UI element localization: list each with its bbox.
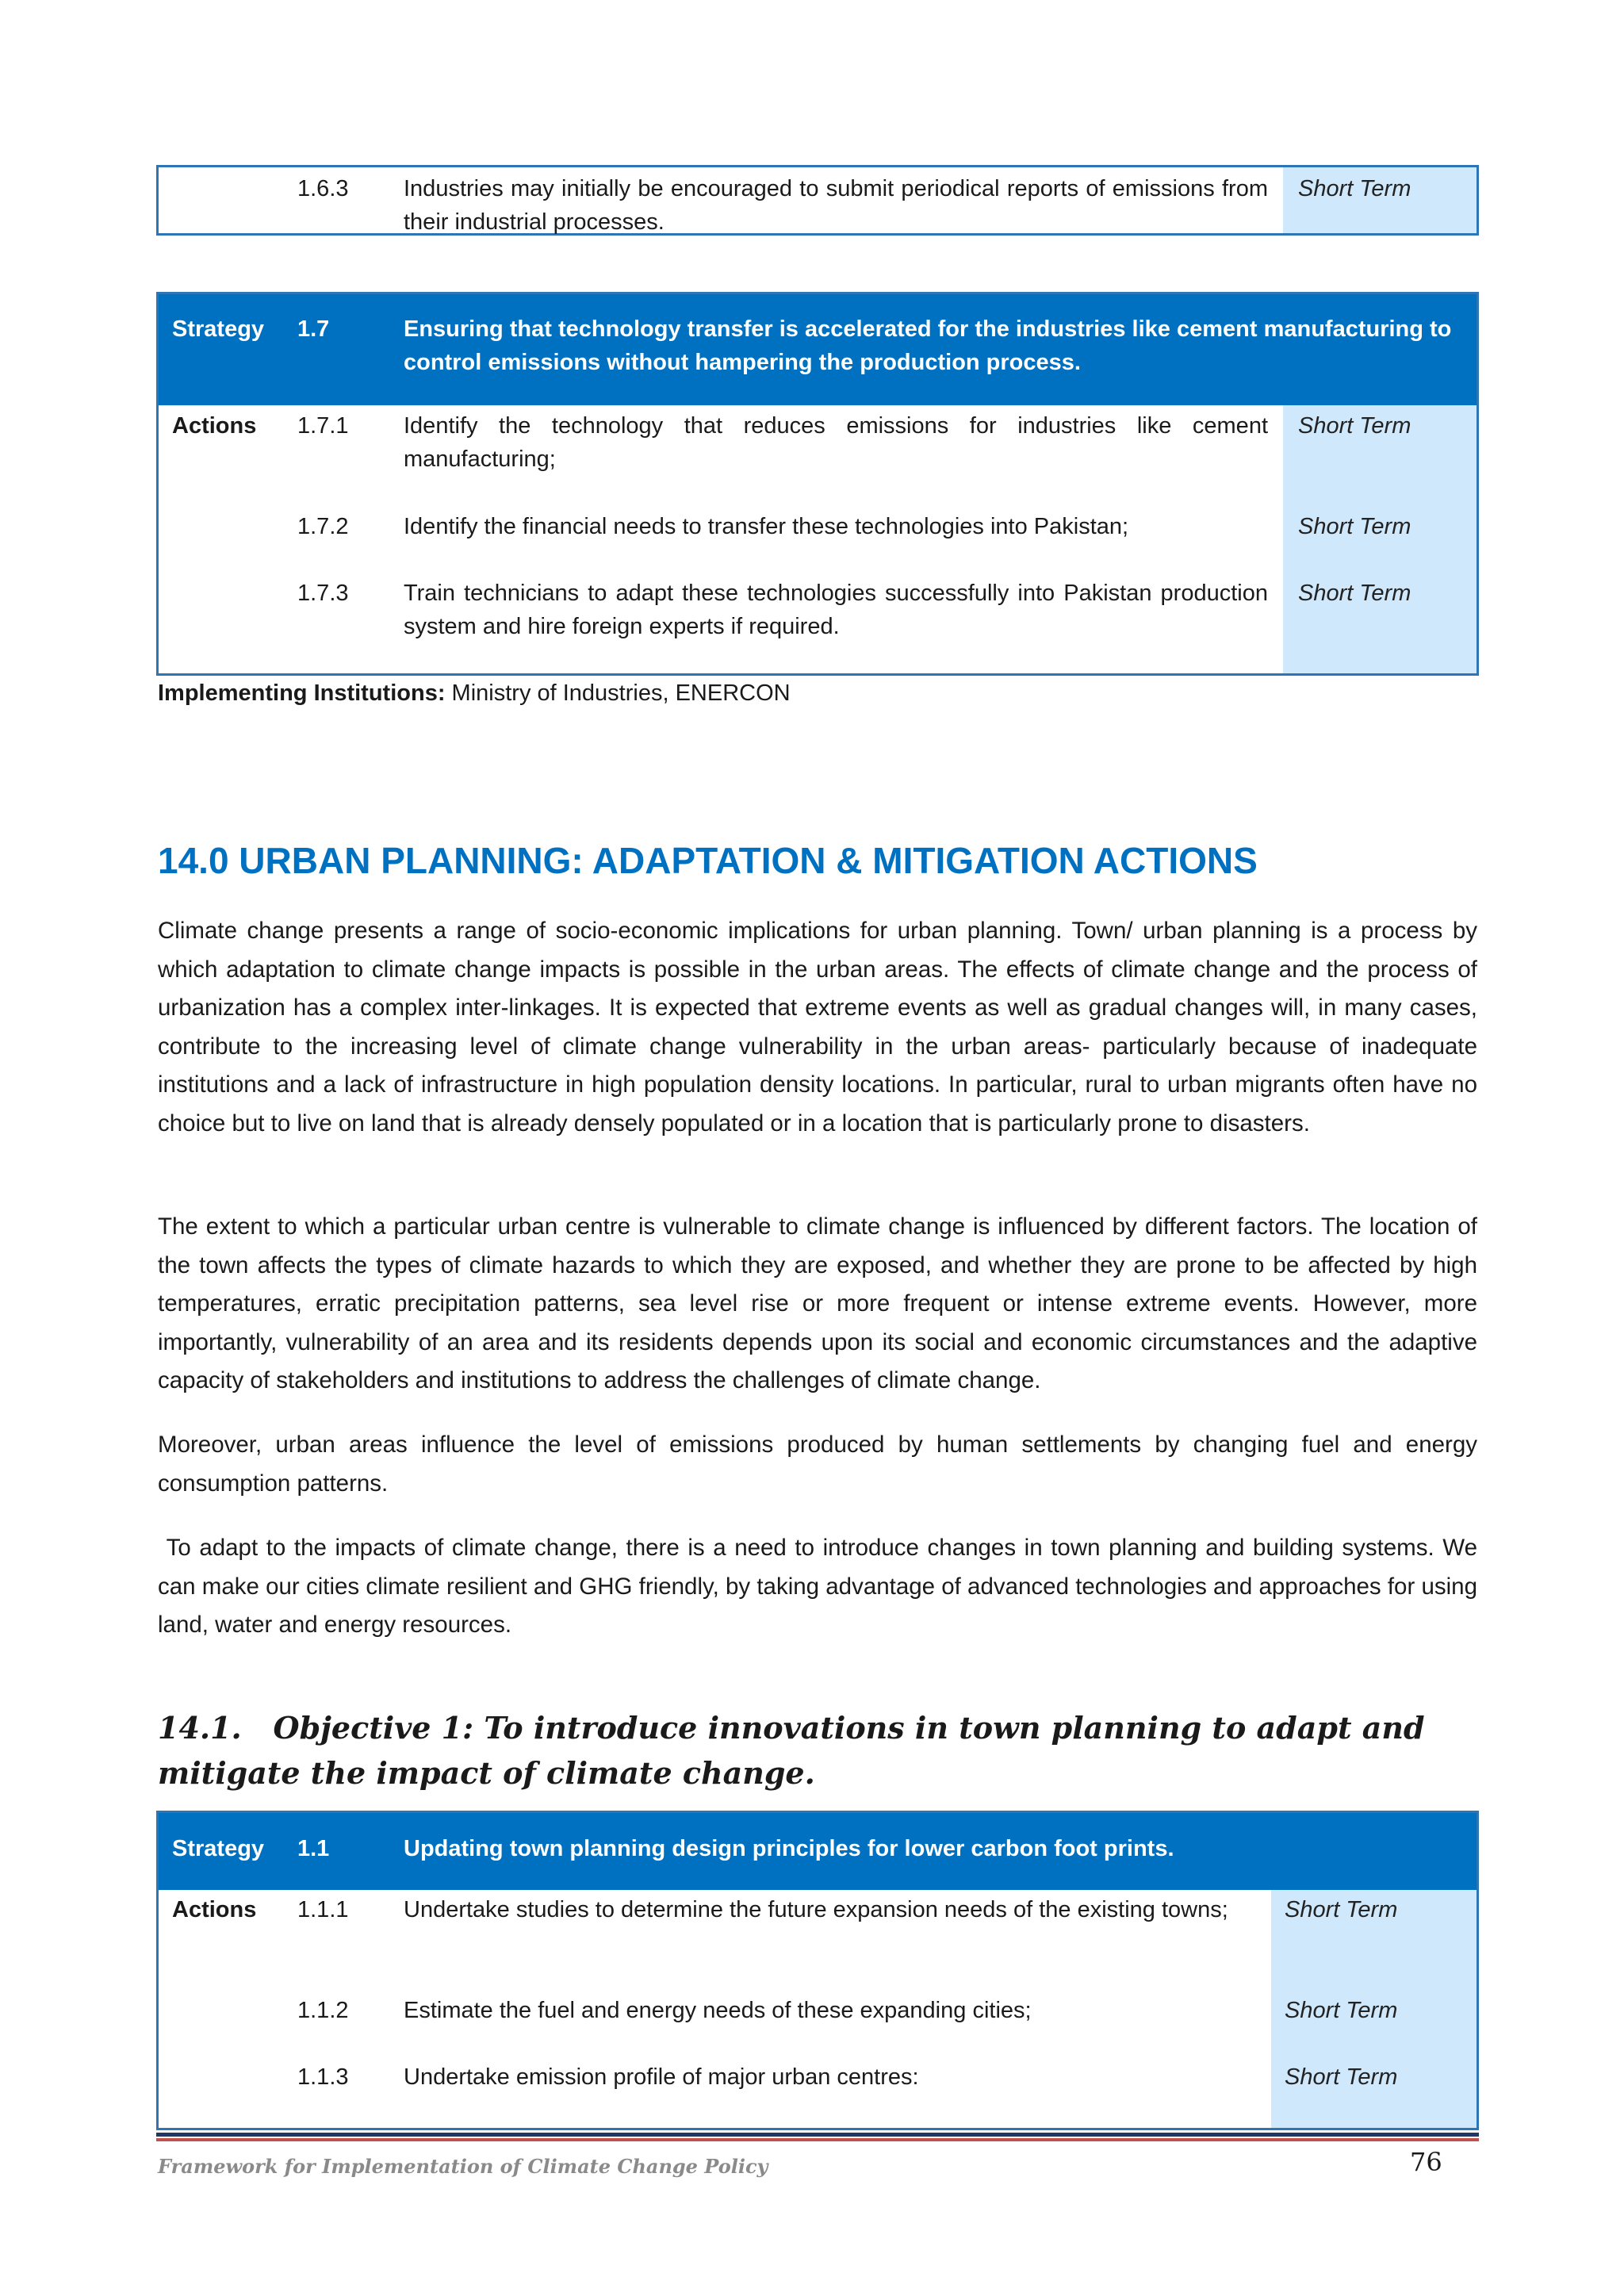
strategy-header: [159, 1813, 1477, 1890]
section-heading: 14.0 URBAN PLANNING: ADAPTATION & MITIGATION ACTIONS: [158, 840, 1258, 881]
strategy-number: 1.7: [297, 316, 330, 342]
action-text: Undertake emission profile of major urban centres:: [404, 2064, 919, 2090]
footer-rule: [156, 2133, 1479, 2137]
actions-label: Actions: [172, 413, 257, 439]
body-paragraph: Climate change presents a range of socio-economic implications for urban planning. Town/ urban planning is a process by which adaptation to climate change impacts is possible in the urban areas. The effects of climate change and the process of urbanization has a complex inter-linkages. It is expected that extreme events as well as gradual changes will, in many cases, contribute to the increasing level of climate change vulnerability in the urban areas- particularly because of inadequate institutions and a lack of infrastructure in high population density locations. In particular, rural to urban migrants often have no choice but to live on land that is already densely populated or in a location that is particularly prone to disasters.: [158, 918, 1477, 1137]
action-term: Short Term: [1285, 1998, 1398, 2023]
action-text: Identify the technology that reduces emissions for industries like cement manufacturing;: [404, 413, 1268, 472]
action-number: 1.1.2: [297, 1998, 349, 2023]
strategy-label: Strategy: [172, 1836, 265, 1861]
implementing-institutions: [158, 676, 791, 711]
footer-title: Framework for Implementation of Climate Change Policy: [158, 2155, 768, 2178]
body-paragraph: To adapt to the impacts of climate change, there is a need to introduce changes in town planning and building systems. We can make our cities climate resilient and GHG friendly, by taking advantage of advanced technologies and approaches for using land, water and energy resources.: [158, 1535, 1484, 1638]
strategy-title: Updating town planning design principles for lower carbon foot prints.: [404, 1836, 1174, 1861]
strategy-table-1-1: [156, 1811, 1479, 2130]
action-term: Short Term: [1285, 2064, 1398, 2090]
footer-rule-accent: [156, 2138, 1479, 2141]
strategy-header: [159, 294, 1477, 405]
action-text: Estimate the fuel and energy needs of these expanding cities;: [404, 1998, 1032, 2023]
implementing-value: Ministry of Industries, ENERCON: [445, 680, 791, 706]
action-number: 1.7.2: [297, 514, 349, 539]
action-text: Train technicians to adapt these technologies successfully into Pakistan production system and hire foreign experts if required.: [404, 581, 1268, 639]
body-paragraph: Moreover, urban areas influence the level of emissions produced by human settlements by changing fuel and energy consumption patterns.: [158, 1432, 1477, 1497]
table-continuation: [156, 165, 1479, 236]
action-text: Industries may initially be encouraged to submit periodical reports of emissions from their industrial processes.: [404, 176, 1268, 235]
strategy-number: 1.1: [297, 1836, 330, 1861]
action-text: Identify the financial needs to transfer these technologies into Pakistan;: [404, 514, 1129, 539]
action-number: 1.6.3: [297, 176, 349, 201]
strategy-title: Ensuring that technology transfer is accelerated for the industries like cement manufacturing to control emissions without hampering the production process.: [404, 316, 1452, 375]
action-term: Short Term: [1298, 413, 1411, 439]
action-term: Short Term: [1298, 581, 1411, 606]
action-number: 1.7.3: [297, 581, 349, 606]
actions-label: Actions: [172, 1897, 257, 1922]
page-number: 76: [1410, 2147, 1442, 2177]
action-term: Short Term: [1298, 176, 1411, 201]
objective-heading: 14.1. Objective 1: To introduce innovations in town planning to adapt and mitigate the impact of climate change.: [158, 1710, 1435, 1791]
action-text: Undertake studies to determine the future expansion needs of the existing towns;: [404, 1897, 1228, 1922]
strategy-table-1-7: [156, 292, 1479, 676]
action-number: 1.1.1: [297, 1897, 349, 1922]
strategy-label: Strategy: [172, 316, 265, 342]
implementing-label: Implementing Institutions:: [158, 680, 446, 706]
action-term: Short Term: [1298, 514, 1411, 539]
body-paragraph: The extent to which a particular urban centre is vulnerable to climate change is influenced by different factors. The location of the town affects the types of climate hazards to which they are exposed, and whether they are prone to be affected by high temperatures, erratic precipitation patterns, sea level rise or more frequent or intense extreme events. However, more importantly, vulnerability of an area and its residents depends upon its social and economic circumstances and the adaptive capacity of stakeholders and institutions to address the challenges of climate change.: [158, 1213, 1477, 1393]
action-term: Short Term: [1285, 1897, 1398, 1922]
action-number: 1.7.1: [297, 413, 349, 439]
action-number: 1.1.3: [297, 2064, 349, 2090]
